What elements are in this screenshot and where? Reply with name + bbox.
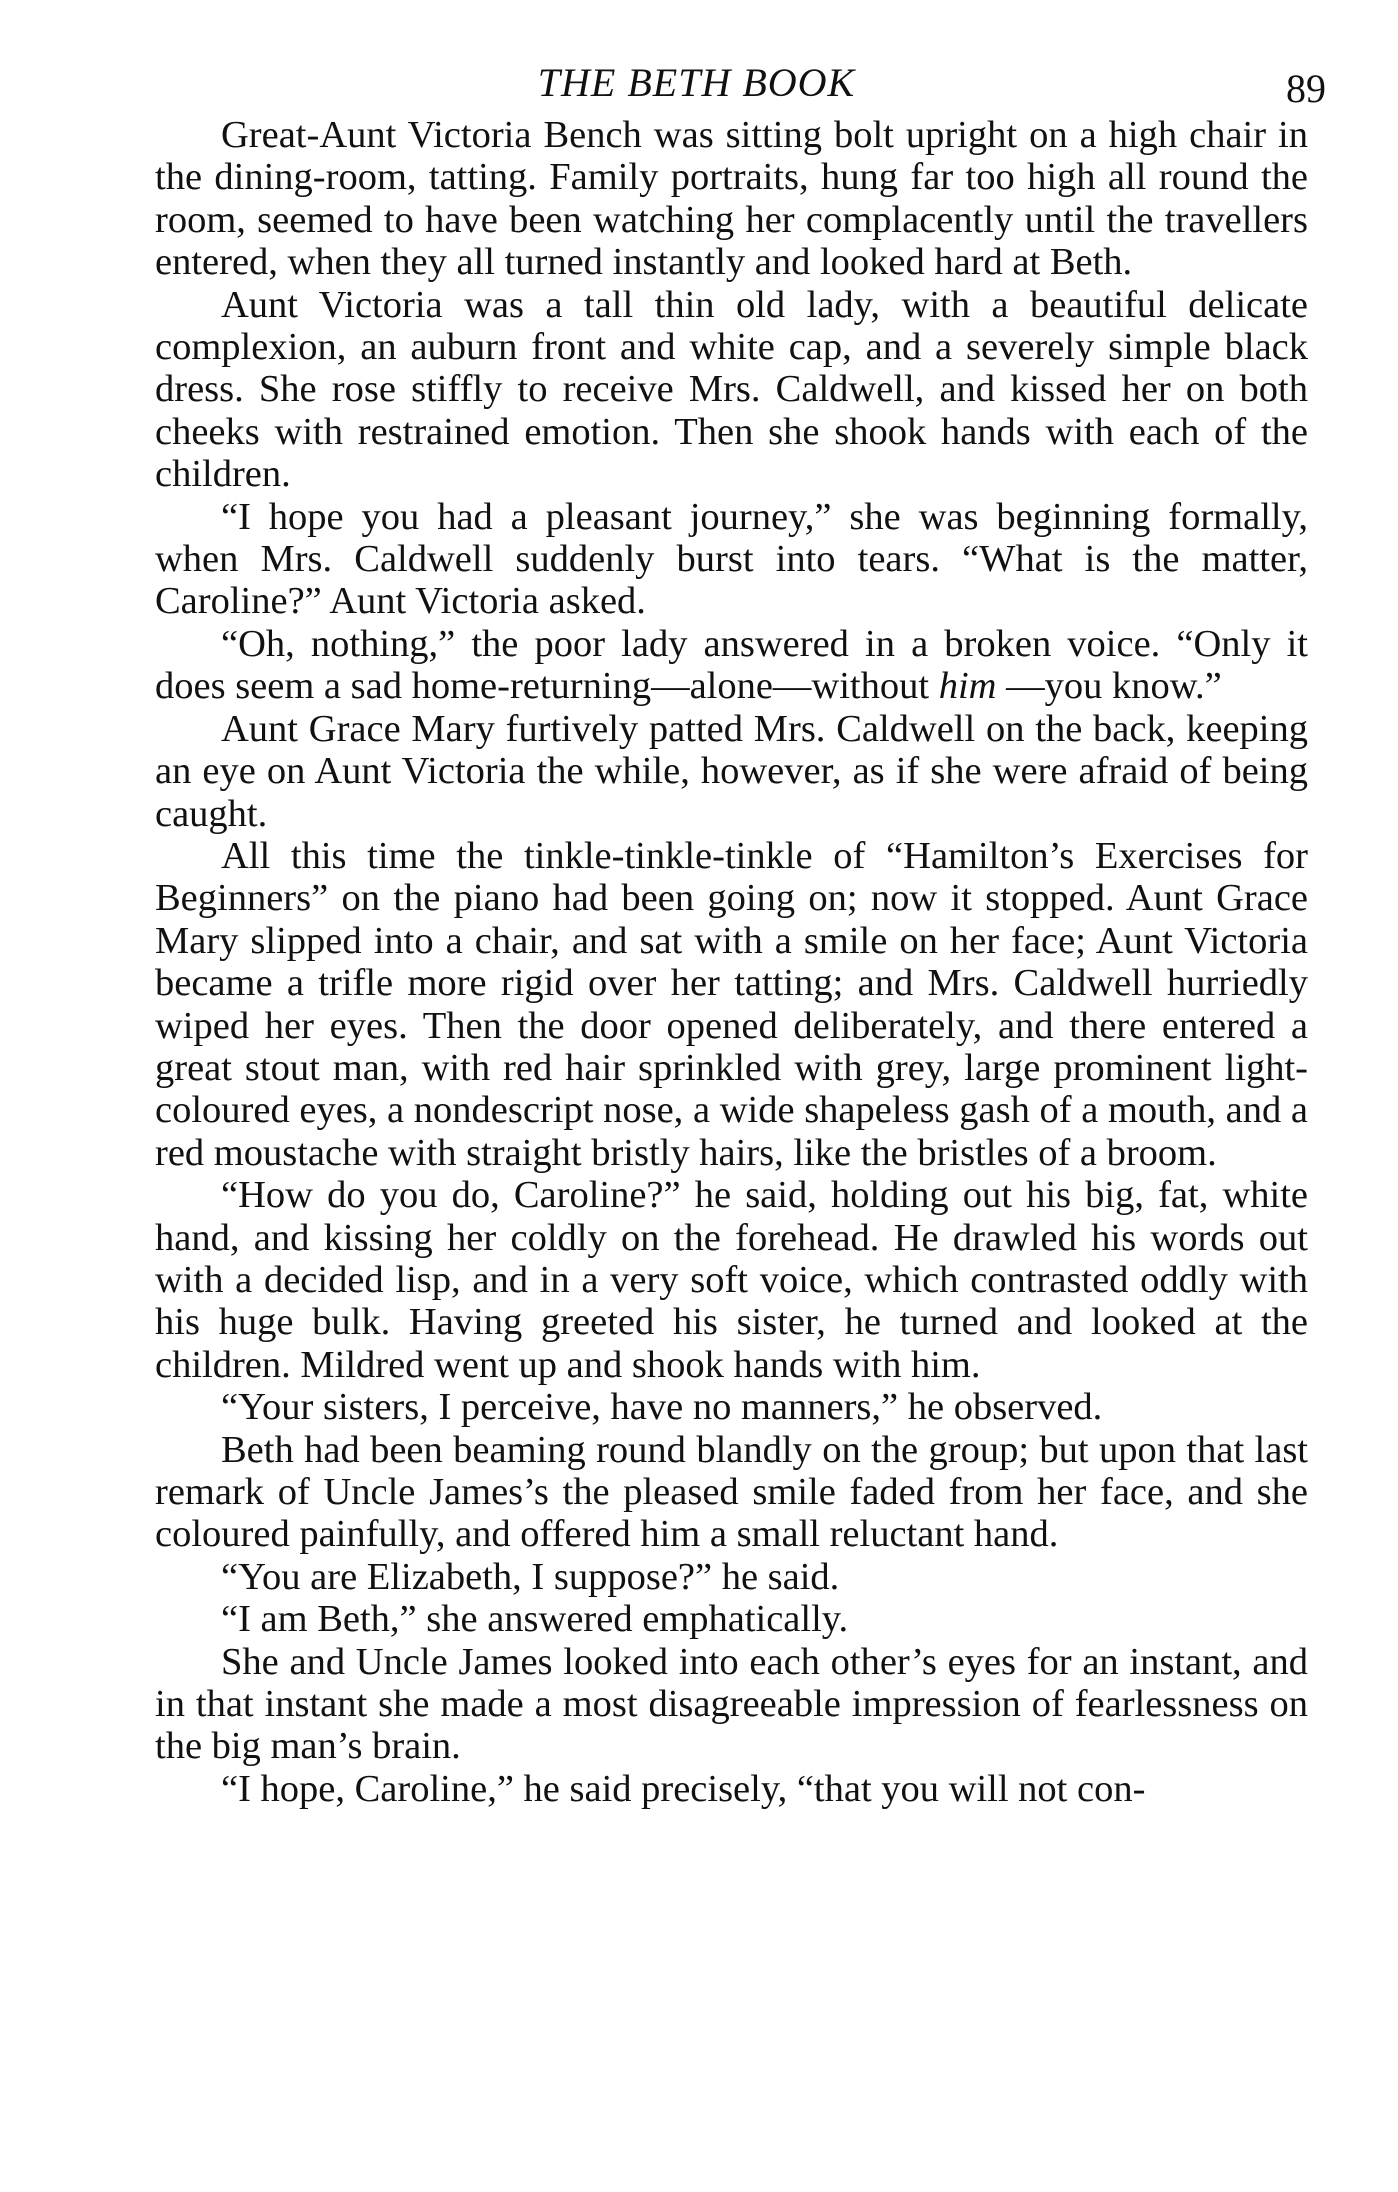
paragraph-text: “I hope, Caroline,” he said precisely, “that you will not con-	[221, 1767, 1146, 1810]
paragraph	[155, 1386, 1308, 1428]
paragraph-text: Great-Aunt Victoria Bench was sitting bolt upright on a high chair in the dining-room, tatting. Family portraits, hung far too high all round the room, seemed to have been watching her complacently until the travellers entered, when they all turned instantly and looked hard at Beth.	[155, 114, 1308, 284]
paragraph	[155, 1641, 1308, 1768]
paragraph	[155, 708, 1308, 835]
body-text	[155, 114, 1308, 1810]
paragraph-text: “How do you do, Caroline?” he said, holding out his big, fat, white hand, and kissing her coldly on the forehead. He drawled his words out with a decided lisp, and in a very soft voice, which contrasted oddly with his huge bulk. Having greeted his sister, he turned and looked at the children. Mildred went up and shook hands with him.	[155, 1174, 1308, 1386]
paragraph	[155, 1556, 1308, 1598]
paragraph	[155, 114, 1308, 284]
running-header	[155, 52, 1326, 114]
paragraph	[155, 835, 1308, 1174]
paragraph	[155, 1174, 1308, 1386]
book-page	[155, 52, 1326, 1810]
paragraph	[155, 1598, 1308, 1640]
paragraph	[155, 496, 1308, 623]
paragraph-text: All this time the tinkle-tinkle-tinkle of “Hamilton’s Exercises for Beginners” on the piano had been going on; now it stopped. Aunt Grace Mary slipped into a chair, and sat with a smile on her face; Aunt Victoria became a trifle more rigid over her tatting; and Mrs. Caldwell hurriedly wiped her eyes. Then the door opened deliberately, and there entered a great stout man, with red hair sprinkled with grey, large prominent light-coloured eyes, a nondescript nose, a wide shapeless gash of a mouth, and a red moustache with straight bristly hairs, like the bristles of a broom.	[155, 834, 1308, 1174]
paragraph	[155, 623, 1308, 708]
paragraph-text: She and Uncle James looked into each other’s eyes for an instant, and in that instant she made a most disagreeable impression of fearlessness on the big man’s brain.	[155, 1640, 1308, 1768]
paragraph-text: “You are Elizabeth, I suppose?” he said.	[221, 1555, 840, 1598]
paragraph-text: Beth had been beaming round blandly on the group; but upon that last remark of Uncle James’s the pleased smile faded from her face, and she coloured painfully, and offered him a small reluctant hand.	[155, 1428, 1308, 1556]
emphasized-word: him	[938, 665, 997, 708]
paragraph-text-continued: —you know.”	[996, 665, 1222, 708]
paragraph-text: Aunt Victoria was a tall thin old lady, with a beautiful delicate complexion, an auburn front and white cap, and a severely simple black dress. She rose stiffly to receive Mrs. Caldwell, and kissed her on both cheeks with restrained emotion. Then she shook hands with each of the children.	[155, 283, 1308, 496]
paragraph-text: “I am Beth,” she answered emphatically.	[221, 1598, 849, 1641]
paragraph	[155, 1429, 1308, 1556]
paragraph-text: “Oh, nothing,” the poor lady answered in a broken voice. “Only it does seem a sad home-returning—alone—without	[155, 622, 1308, 708]
paragraph-text: Aunt Grace Mary furtively patted Mrs. Caldwell on the back, keeping an eye on Aunt Victoria the while, however, as if she were afraid of being caught.	[155, 707, 1308, 835]
paragraph	[155, 284, 1308, 496]
running-title: THE BETH BOOK	[537, 60, 856, 105]
page-number: 89	[1286, 66, 1326, 111]
paragraph-text: “I hope you had a pleasant journey,” she was beginning formally, when Mrs. Caldwell suddenly burst into tears. “What is the matter, Caroline?” Aunt Victoria asked.	[155, 495, 1308, 623]
paragraph	[155, 1768, 1308, 1810]
paragraph-text: “Your sisters, I perceive, have no manners,” he observed.	[221, 1386, 1103, 1429]
